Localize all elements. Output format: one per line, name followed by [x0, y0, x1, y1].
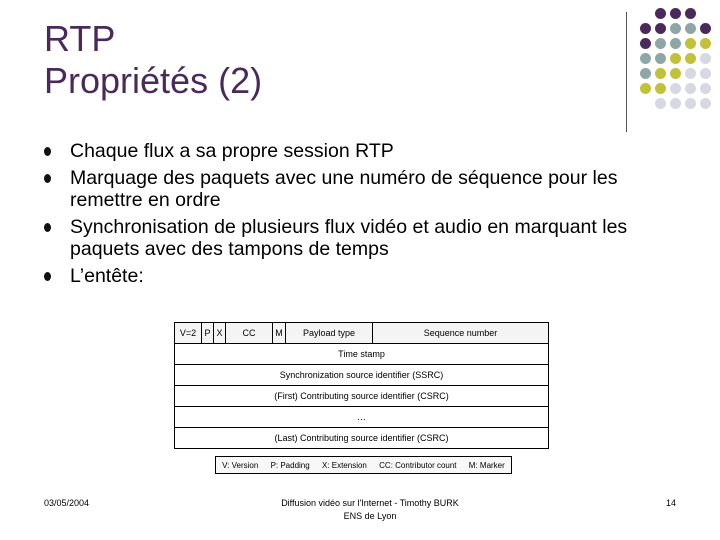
decorative-divider — [626, 12, 627, 132]
header-row-ssrc — [175, 365, 548, 386]
decorative-dot — [640, 23, 651, 34]
decorative-dot — [685, 98, 696, 109]
legend-item: X: Extension — [321, 460, 367, 470]
title-line-2: Propriétés (2) — [44, 60, 263, 101]
decorative-dot — [670, 23, 681, 34]
legend-item: V: Version — [222, 460, 259, 470]
bullet-item — [44, 167, 684, 212]
field-padding: P — [202, 323, 214, 343]
bullet-icon — [44, 147, 51, 156]
field-version: V=2 — [175, 323, 202, 343]
decorative-dot — [685, 83, 696, 94]
decorative-dot — [655, 8, 666, 19]
decorative-dot-grid — [640, 8, 718, 118]
title-line-1: RTP — [44, 18, 116, 59]
field-first-csrc: (First) Contributing source identifier (CSRC) — [274, 391, 449, 401]
bullet-text: Synchronisation de plusieurs flux vidéo et audio en marquant les paquets avec des tampons de temps — [70, 215, 628, 260]
decorative-dot — [670, 53, 681, 64]
field-payload-type: Payload type — [286, 323, 373, 343]
decorative-dot — [655, 23, 666, 34]
field-timestamp: Time stamp — [338, 349, 385, 359]
bullet-list — [44, 140, 684, 291]
decorative-dot — [655, 38, 666, 49]
decorative-dot — [700, 68, 711, 79]
header-row-fields — [175, 323, 548, 344]
bullet-item — [44, 216, 684, 261]
decorative-dot — [670, 83, 681, 94]
decorative-dot — [655, 83, 666, 94]
header-row-last-csrc — [175, 428, 548, 448]
legend-item: M: Marker — [468, 460, 505, 470]
field-last-csrc: (Last) Contributing source identifier (CSRC) — [274, 433, 449, 443]
rtp-header-diagram — [174, 322, 549, 449]
decorative-dot — [640, 38, 651, 49]
decorative-dot — [655, 68, 666, 79]
header-row-ellipsis — [175, 407, 548, 428]
decorative-dot — [670, 38, 681, 49]
bullet-icon — [44, 174, 51, 183]
diagram-legend — [215, 456, 512, 474]
legend-item: P: Padding — [270, 460, 310, 470]
decorative-dot — [685, 38, 696, 49]
footer-institution: ENS de Lyon — [343, 511, 397, 521]
footer-page-number: 14 — [666, 498, 677, 508]
field-csrc-count: CC — [226, 323, 273, 343]
decorative-dot — [670, 68, 681, 79]
decorative-dot — [685, 53, 696, 64]
bullet-icon — [44, 223, 51, 232]
decorative-dot — [655, 98, 666, 109]
field-ssrc: Synchronization source identifier (SSRC) — [279, 370, 444, 380]
decorative-dot — [700, 53, 711, 64]
decorative-dot — [700, 83, 711, 94]
bullet-item — [44, 140, 684, 163]
field-ellipsis: … — [357, 412, 366, 422]
decorative-dot — [685, 68, 696, 79]
decorative-dot — [700, 38, 711, 49]
bullet-item — [44, 265, 684, 288]
bullet-text: L’entête: — [70, 264, 144, 287]
decorative-dot — [700, 98, 711, 109]
decorative-dot — [670, 8, 681, 19]
field-sequence-number: Sequence number — [423, 328, 498, 338]
footer-center — [230, 497, 510, 523]
decorative-dot — [640, 68, 651, 79]
decorative-dot — [685, 23, 696, 34]
decorative-dot — [700, 23, 711, 34]
footer-title: Diffusion vidéo sur l'Internet - Timothy BURK — [281, 498, 459, 508]
legend-item: CC: Contributor count — [379, 460, 457, 470]
decorative-dot — [670, 98, 681, 109]
bullet-text: Marquage des paquets avec une numéro de séquence pour les remettre en ordre — [70, 166, 618, 211]
bullet-icon — [44, 272, 51, 281]
field-extension: X — [214, 323, 226, 343]
slide-title — [44, 18, 262, 102]
header-row-timestamp — [175, 344, 548, 365]
decorative-dot — [640, 83, 651, 94]
decorative-dot — [685, 8, 696, 19]
field-marker: M — [273, 323, 286, 343]
decorative-dot — [640, 53, 651, 64]
header-row-first-csrc — [175, 386, 548, 407]
footer-date: 03/05/2004 — [44, 498, 90, 508]
bullet-text: Chaque flux a sa propre session RTP — [70, 140, 394, 162]
decorative-dot — [655, 53, 666, 64]
